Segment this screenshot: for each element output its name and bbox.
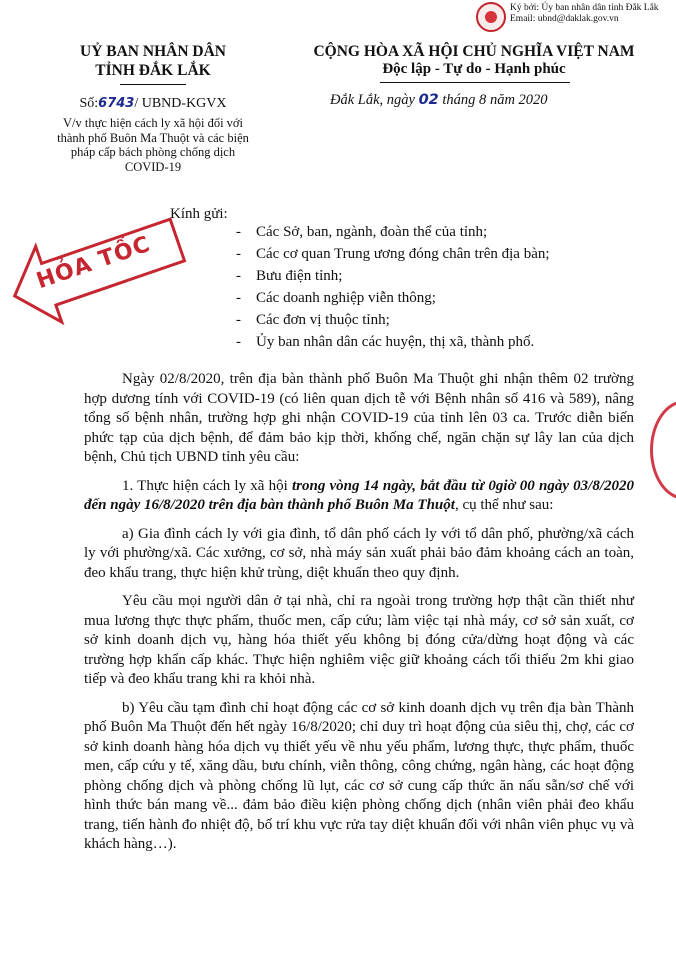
national-title: CỘNG HÒA XÃ HỘI CHỦ NGHĨA VIỆT NAM (313, 43, 635, 60)
signer-name: Ký bởi: Ủy ban nhân dân tỉnh Đắk Lắk (510, 3, 659, 13)
paragraph-b: b) Yêu cầu tạm đình chỉ hoạt động các cơ sở kinh doanh dịch vụ trên địa bàn Thành phố Buôn Ma Thuột đến hết ngày 16/8/2020; chỉ duy trì hoạt động của siêu thị, chợ, các cơ sở kinh doanh hàng hóa dịch vụ thiết yếu về nhu yếu phẩm, lương thực, thực phẩm, thuốc men, cấp cứu y tế, xăng dầu, bưu chính, viễn thông, công chứng, ngân hàng, các hoạt động phòng chống dịch và phòng chống lũ lụt, các cơ sở cung cấp thức ăn nấu sẵn/sơ chế với hình thức bán mang về... đảm bảo điều kiện phòng chống dịch (nhân viên phải đeo khẩu trang, tiến hành đo nhiệt độ, bố trí khu vực rửa tay diệt khuẩn đối với nhân viên phục vụ và khách hàng…). (84, 699, 634, 852)
digital-signature-seal-icon (476, 2, 506, 32)
paragraph-a-2: Yêu cầu mọi người dân ở tại nhà, chỉ ra ngoài trong trường hợp thật cần thiết như mua lương thực thực phẩm, thuốc men, cấp cứu; làm việc tại nhà máy, cơ sở sản xuất, cơ sở kinh doanh dịch vụ, hàng hóa thiết yếu không bị đóng cửa/dừng hoạt động và các trường hợp khẩn cấp khác. Thực hiện nghiêm việc giữ khoảng cách tối thiểu 2m khi giao tiếp và đeo khẩu trang khi ra khỏi nhà. (84, 593, 634, 687)
paragraph-a: a) Gia đình cách ly với gia đình, tổ dân phố cách ly với tổ dân phố, phường/xã cách ly với phường/xã. Các xưởng, cơ sở, nhà máy sản xuất phải bảo đảm khoảng cách an toàn, đeo khẩu trang, thực hiện khử trùng, diệt khuẩn theo quy định. (84, 525, 634, 581)
dateline-year: năm 2020 (489, 92, 548, 108)
national-motto: Độc lập - Tự do - Hạnh phúc (382, 61, 566, 77)
agency-line-1: UỶ BAN NHÂN DÂN (80, 43, 226, 60)
point-1-paragraph (84, 477, 634, 516)
official-red-seal-icon (650, 400, 676, 500)
agency-underline (120, 84, 186, 85)
issuing-agency (48, 42, 258, 80)
document-number (48, 96, 258, 112)
dateline (330, 92, 548, 109)
digital-signature-info (510, 3, 659, 25)
dateline-prefix: Đắk Lắk, ngày (330, 92, 415, 108)
recipient-list (236, 221, 550, 353)
signer-email: Email: ubnd@daklak.gov.vn (510, 14, 619, 24)
intro-paragraph: Ngày 02/8/2020, trên địa bàn thành phố Buôn Ma Thuột ghi nhận thêm 02 trường hợp dương tính với COVID-19 (có liên quan dịch tễ với Bệnh nhân số 416 và 589), nâng tổng số bệnh nhân, trường hợp ghi nhận COVID-19 của tỉnh lên 03 ca. Trước diễn biến phức tạp của dịch bệnh, để đảm bảo kịp thời, khống chế, ngăn chặn sự lây lan của dịch bệnh, Chủ tịch UBND tỉnh yêu cầu: (84, 371, 634, 465)
urgent-stamp (0, 195, 196, 341)
point-1-emphasis: trong vòng 14 ngày, bắt đầu từ 0giờ 00 ngày 03/8/2020 đến ngày 16/8/2020 trên địa bàn thành phố Buôn Ma Thuột (84, 477, 634, 513)
motto-underline (380, 82, 570, 83)
list-item: - Các Sở, ban, ngành, đoàn thể của tỉnh; (236, 224, 488, 240)
list-item: - Bưu điện tỉnh; (236, 268, 343, 284)
point-1-prefix: 1. Thực hiện cách ly xã hội (122, 477, 288, 494)
dateline-day-handwritten: 02 (418, 92, 439, 108)
list-item: - Các doanh nghiệp viễn thông; (236, 290, 436, 306)
document-subject: V/v thực hiện cách ly xã hội đối với thành phố Buôn Ma Thuột và các biện pháp cấp bách phòng chống dịch COVID-19 (57, 116, 249, 174)
point-1-suffix: , cụ thể như sau: (454, 497, 554, 513)
document-body (84, 370, 634, 864)
doc-number-prefix: Số: (79, 96, 99, 111)
agency-line-2: TỈNH ĐẮK LẮK (95, 62, 211, 79)
greeting: Kính gửi: (170, 206, 228, 222)
list-item: - Ủy ban nhân dân các huyện, thị xã, thành phố. (236, 334, 535, 350)
doc-number-handwritten: 6743 (98, 96, 135, 111)
stamp-text: HỎA TỐC (33, 231, 154, 295)
list-item: - Các đơn vị thuộc tỉnh; (236, 312, 390, 328)
dateline-month: tháng 8 (442, 92, 487, 108)
list-item: - Các cơ quan Trung ương đóng chân trên địa bàn; (236, 246, 550, 262)
doc-number-suffix: / UBND-KGVX (134, 96, 227, 111)
